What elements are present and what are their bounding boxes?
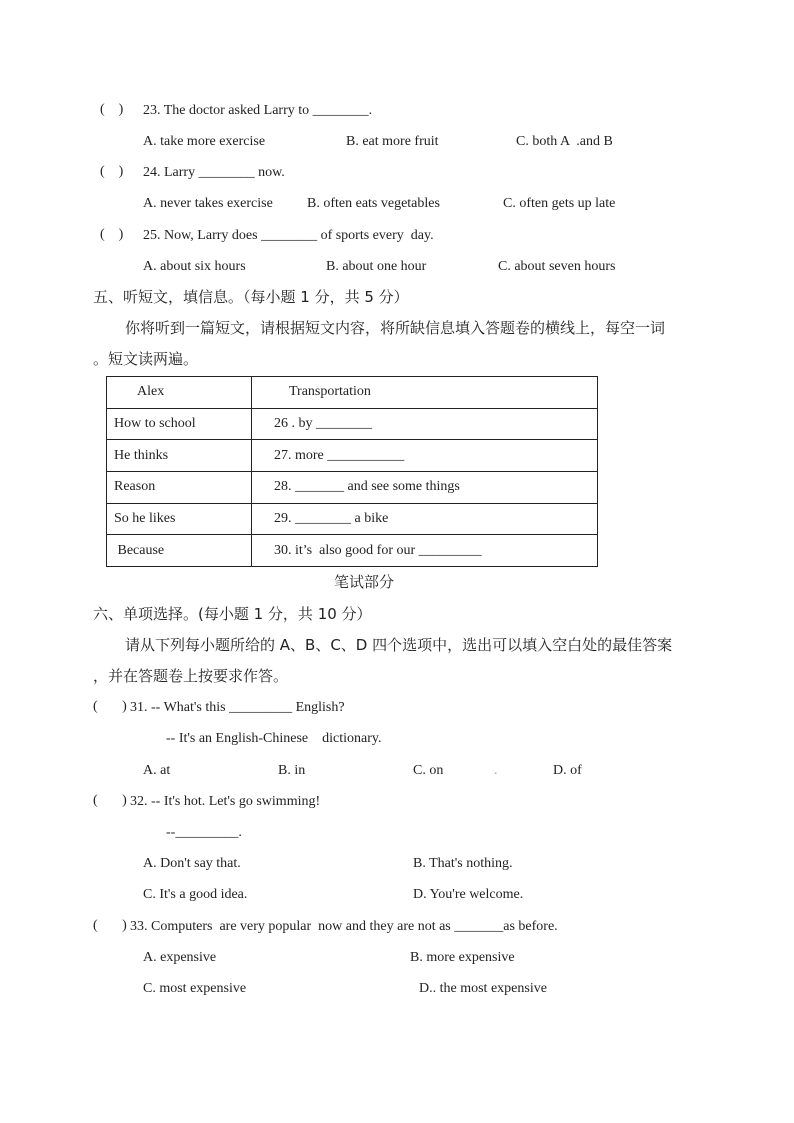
section-5-title: 五、听短文，填信息。（每小题 1 分，共 5 分） [93,288,409,306]
q33-option-d: D.. the most expensive [419,981,547,996]
q32-option-d: D. You're welcome. [413,887,524,902]
question-31-stem: 31. -- What's this _________ English? [130,700,345,715]
q33-option-c: C. most expensive [143,981,247,996]
table-row [107,408,598,440]
section-6-instruction-cont: ，并在答题卷上按要求作答。 [93,667,289,685]
answer-bracket[interactable]: ( ) [100,164,124,179]
q23-option-a: A. take more exercise [143,134,266,149]
question-24-stem: 24. Larry ________ now. [143,165,285,180]
q24-option-c: C. often gets up late [503,196,616,211]
q31-option-c: C. on [413,763,444,778]
q23-option-b: B. eat more fruit [346,134,439,149]
q25-option-c: C. about seven hours [498,259,616,274]
table-row [107,471,598,503]
q32-option-b: B. That's nothing. [413,856,513,871]
q31-option-a: A. at [143,763,171,778]
table-cell: So he likes [107,503,252,535]
q33-option-a: A. expensive [143,950,217,965]
question-32-reply: --_________. [166,825,242,840]
table-cell: Because [107,535,252,567]
section-5-instruction-cont: 。短文读两遍。 [93,350,199,368]
table-cell: Reason [107,471,252,503]
table-cell[interactable]: 28. _______ and see some things [252,471,598,503]
table-cell[interactable]: 27. more ___________ [252,440,598,472]
table-row [107,440,598,472]
question-31-reply: -- It's an English-Chinese dictionary. [166,731,382,746]
q33-option-b: B. more expensive [410,950,515,965]
question-23-stem: 23. The doctor asked Larry to ________. [143,103,373,118]
written-part-title: 笔试部分 [334,573,395,591]
table-cell[interactable]: 29. ________ a bike [252,503,598,535]
q31-option-d: D. of [553,763,582,778]
q25-option-a: A. about six hours [143,259,246,274]
stray-mark: . [494,763,498,778]
section-5-instruction: 你将听到一篇短文，请根据短文内容，将所缺信息填入答题卷的横线上，每空一词 [125,319,666,337]
table-row [107,535,598,567]
q31-option-b: B. in [278,763,306,778]
table-cell[interactable]: 30. it’s also good for our _________ [252,535,598,567]
question-33-stem: 33. Computers are very popular now and they are not as _______as before. [130,919,558,934]
q23-option-c: C. both A .and B [516,134,613,149]
q32-option-a: A. Don't say that. [143,856,241,871]
table-cell: How to school [107,408,252,440]
table-header-row [107,377,598,409]
section-6-instruction: 请从下列每小题所给的 A、B、C、D 四个选项中，选出可以填入空白处的最佳答案 [125,636,673,654]
section-6-title: 六、单项选择。(每小题 1 分，共 10 分） [93,605,372,623]
answer-bracket[interactable]: ( ) [93,699,127,714]
table-row [107,503,598,535]
table-header-cell: Alex [107,377,252,409]
question-25-stem: 25. Now, Larry does ________ of sports every day. [143,228,434,243]
table-cell: He thinks [107,440,252,472]
answer-bracket[interactable]: ( ) [100,102,124,117]
q25-option-b: B. about one hour [326,259,427,274]
table-header-cell: Transportation [252,377,598,409]
q24-option-a: A. never takes exercise [143,196,273,211]
table-cell[interactable]: 26 . by ________ [252,408,598,440]
answer-bracket[interactable]: ( ) [93,918,127,933]
q24-option-b: B. often eats vegetables [307,196,440,211]
info-table [106,376,598,567]
question-32-stem: 32. -- It's hot. Let's go swimming! [130,794,321,809]
q32-option-c: C. It's a good idea. [143,887,248,902]
answer-bracket[interactable]: ( ) [93,793,127,808]
answer-bracket[interactable]: ( ) [100,227,124,242]
